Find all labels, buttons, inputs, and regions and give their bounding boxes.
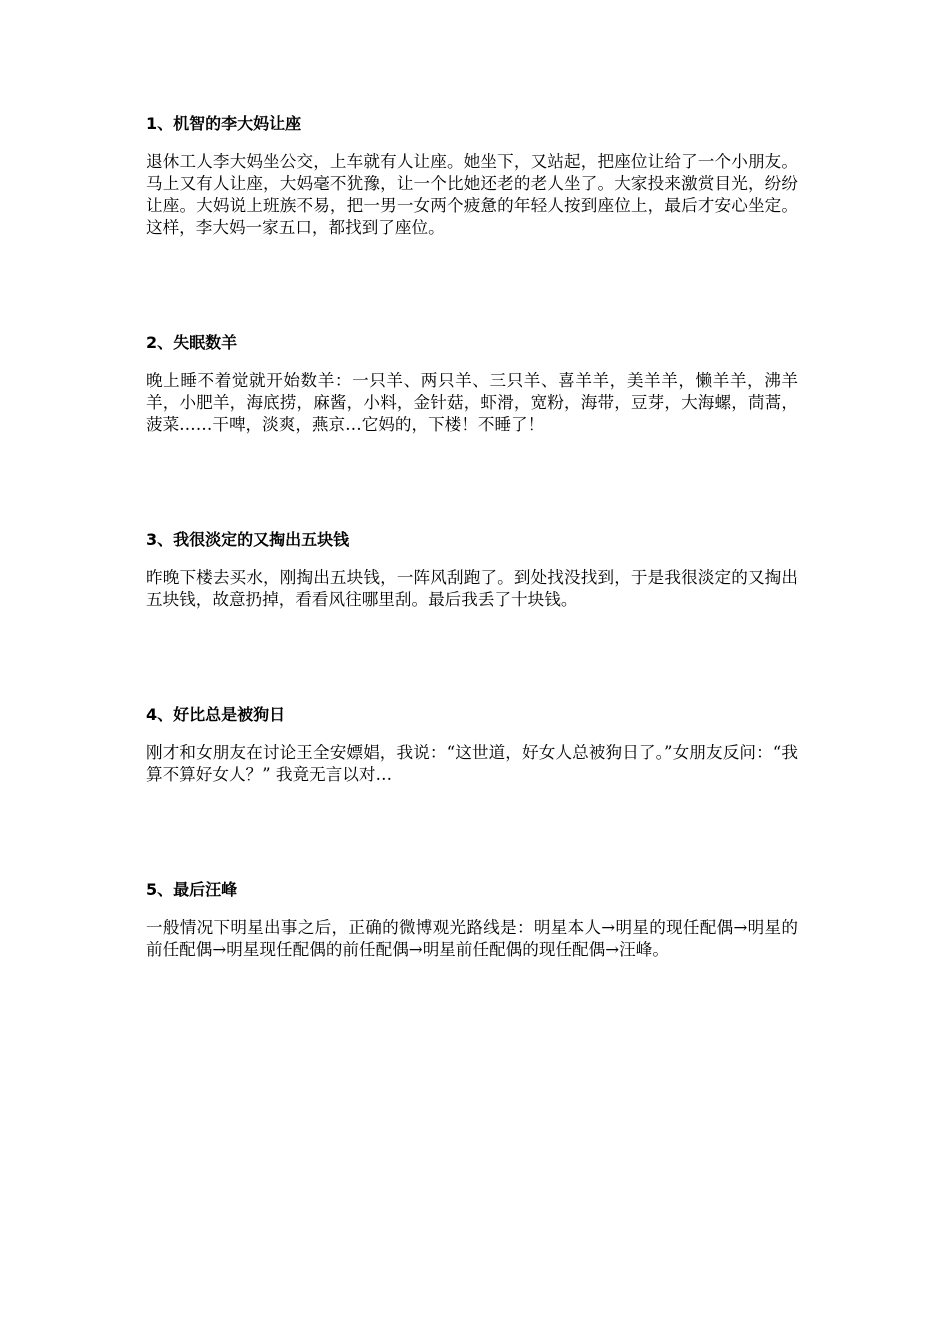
joke-section-3 [146,528,798,611]
joke-section-5 [146,878,798,961]
document-page [146,112,798,961]
section-heading: 5、最后汪峰 [146,880,238,899]
section-body: 退休工人李大妈坐公交，上车就有人让座。她坐下，又站起，把座位让给了一个小朋友。马上又有人让座，大妈毫不犹豫，让一个比她还老的老人坐了。大家投来激赏目光，纷纷让座。大妈说上班族不易，把一男一女两个疲惫的年轻人按到座位上，最后才安心坐定。这样，李大妈一家五口，都找到了座位。 [146,152,798,237]
section-heading: 2、失眠数羊 [146,333,238,352]
joke-section-4 [146,703,798,786]
section-body: 晚上睡不着觉就开始数羊：一只羊、两只羊、三只羊、喜羊羊，美羊羊，懒羊羊，沸羊羊，小肥羊，海底捞，麻酱，小料，金针菇，虾滑，宽粉，海带，豆芽，大海螺，茼蒿，菠菜……干啤，淡爽，燕京…它妈的，下楼！不睡了！ [146,371,798,434]
section-body: 刚才和女朋友在讨论王全安嫖娼，我说：“这世道，好女人总被狗日了。”女朋友反问：“我算不算好女人？” 我竟无言以对… [146,743,798,784]
section-heading: 3、我很淡定的又掏出五块钱 [146,530,350,549]
section-heading: 4、好比总是被狗日 [146,705,286,724]
section-heading: 1、机智的李大妈让座 [146,114,302,133]
section-body: 昨晚下楼去买水，刚掏出五块钱，一阵风刮跑了。到处找没找到，于是我很淡定的又掏出五块钱，故意扔掉，看看风往哪里刮。最后我丢了十块钱。 [146,568,798,609]
joke-section-2 [146,331,798,436]
section-body: 一般情况下明星出事之后，正确的微博观光路线是：明星本人→明星的现任配偶→明星的前任配偶→明星现任配偶的前任配偶→明星前任配偶的现任配偶→汪峰。 [146,918,798,959]
joke-section-1 [146,112,798,239]
